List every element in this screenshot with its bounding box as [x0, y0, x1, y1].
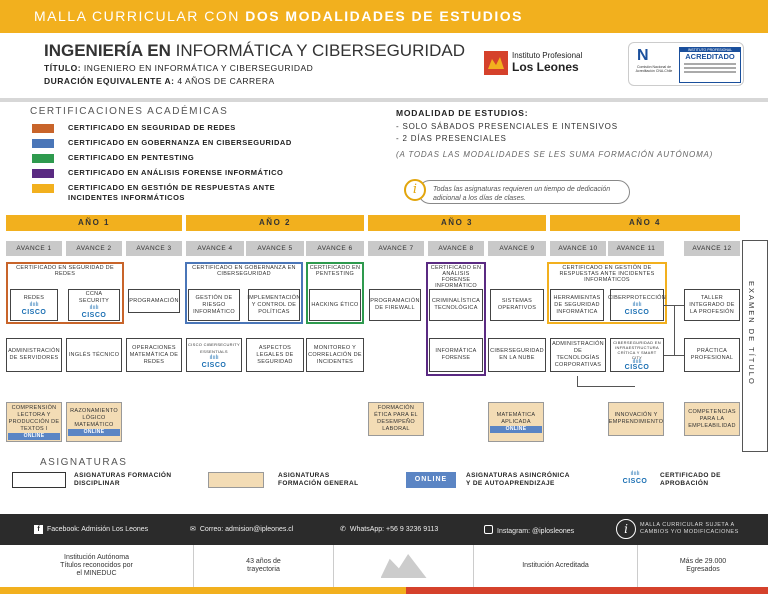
subject-label: PRÁCTICA PROFESIONAL: [690, 348, 734, 361]
cna-logo-icon: N: [637, 47, 649, 64]
subject-label: HERRAMIENTAS DE SEGURIDAD INFORMÁTICA: [553, 294, 601, 315]
bottom-autonoma: [0, 545, 194, 587]
year-4: AÑO 4: [550, 215, 740, 231]
cert-gobernanza: [32, 138, 292, 150]
subject-label: INFORMÁTICA FORENSE: [435, 348, 477, 361]
avance-4: AVANCE 4: [186, 241, 244, 256]
subject-monitoreo: [306, 338, 364, 372]
cisco-bars-icon: ılıılı: [632, 359, 642, 365]
career-title: [44, 41, 465, 61]
avance-12: AVANCE 12: [684, 241, 740, 256]
avance-3: AVANCE 3: [126, 241, 182, 256]
titulo-label: TÍTULO:: [44, 63, 82, 73]
bottom-logo: [334, 545, 474, 587]
bottom-c4: Institución Acreditada: [522, 562, 589, 569]
legend-gen-swatch: [208, 472, 264, 488]
subject-label: INNOVACIÓN Y EMPRENDIMIENTO: [608, 412, 664, 425]
modalidad-line3: (A TODAS LAS MODALIDADES SE LES SUMA FORMACIÓN AUTÓNOMA): [396, 150, 714, 159]
subject-herramientas: [550, 289, 604, 321]
legend-heading: ASIGNATURAS: [40, 457, 128, 468]
cert-label: CERTIFICADO EN PENTESTING: [68, 153, 195, 162]
los-leones-logo: [484, 51, 609, 75]
lion-shield-icon: [484, 51, 508, 75]
avance-5: AVANCE 5: [246, 241, 304, 256]
subject-label: HACKING ÉTICO: [311, 301, 359, 308]
cisco-logo: CISCO: [624, 308, 650, 316]
facebook-label: Facebook: Admisión Los Leones: [47, 526, 149, 533]
subject-opmat: [126, 338, 182, 372]
acred-small: Comisión Nacional de Acreditación CNA-Chile: [635, 65, 673, 73]
cisco-logo: CISCO: [622, 478, 648, 485]
lion-logo-icon: [381, 554, 427, 578]
footer-notice: MALLA CURRICULAR SUJETA A CAMBIOS Y/O MODIFICACIONES: [640, 522, 739, 535]
subject-hacking: [309, 289, 361, 321]
avance-9: AVANCE 9: [488, 241, 546, 256]
modalidad-line1: - SOLO SÁBADOS PRESENCIALES E INTENSIVOS: [396, 122, 618, 131]
cert-label: CERTIFICADO EN SEGURIDAD DE REDES: [68, 123, 236, 132]
legend-disc-label: ASIGNATURAS FORMACIÓN DISCIPLINAR: [74, 472, 172, 487]
acreditacion-badge: [628, 42, 744, 86]
cisco-logo: CISCO: [201, 362, 227, 369]
connector: [577, 386, 635, 387]
subject-programacion: [128, 289, 180, 313]
group-label: CERTIFICADO EN GOBERNANZA EN CIBERSEGURIDAD: [192, 265, 296, 277]
avance-8: AVANCE 8: [428, 241, 484, 256]
cisco-logo: CISCO: [21, 308, 47, 316]
swatch: [32, 139, 54, 148]
subject-etica: [368, 402, 424, 436]
legend-gen-label: ASIGNATURAS FORMACIÓN GENERAL: [278, 472, 359, 487]
subject-firewall: [369, 289, 421, 321]
instagram-link[interactable]: [484, 525, 574, 535]
subject-label: COMPRENSIÓN LECTORA Y PRODUCCIÓN DE TEXTOS I: [8, 404, 60, 432]
cisco-bars-icon: ılıılı: [29, 301, 39, 308]
avance-1: AVANCE 1: [6, 241, 62, 256]
whatsapp-label: WhatsApp: +56 9 3236 9113: [349, 526, 439, 533]
legend-async-label: ASIGNATURAS ASINCRÓNICA Y DE AUTOAPRENDIZAJE: [466, 472, 570, 487]
whatsapp-link[interactable]: [340, 525, 438, 533]
subject-label: CRIMINALÍSTICA TECNOLÓGICA: [431, 298, 481, 311]
email-label: Correo: admision@ipleones.cl: [199, 526, 294, 533]
instagram-icon: [484, 525, 493, 534]
connector: [577, 376, 578, 386]
swatch: [32, 169, 54, 178]
examen-titulo: [742, 240, 768, 452]
subject-label: FORMACIÓN ÉTICA PARA EL DESEMPEÑO LABORAL: [374, 405, 418, 432]
connector: [674, 305, 675, 355]
titulo-line: [44, 63, 313, 73]
subject-label: SISTEMAS OPERATIVOS: [497, 298, 537, 311]
subject-ingles: [66, 338, 122, 372]
subject-label: CIBERPROTECCIÓN: [608, 294, 666, 301]
year-3: AÑO 3: [368, 215, 546, 231]
subject-label: IMPLEMENTACIÓN Y CONTROL DE POLÍTICAS: [247, 294, 301, 315]
modalidad-heading: MODALIDAD DE ESTUDIOS:: [396, 108, 529, 118]
subject-innovacion: [608, 402, 664, 436]
title-rest: INFORMÁTICA Y CIBERSEGURIDAD: [170, 41, 465, 60]
cisco-bars-icon: ılıılı: [209, 355, 219, 361]
subject-label: ADMINISTRACIÓN DE SERVIDORES: [8, 348, 60, 361]
avance-6: AVANCE 6: [306, 241, 364, 256]
subject-label: PROGRAMACIÓN: [129, 297, 179, 304]
group-label: CERTIFICADO EN SEGURIDAD DE REDES: [16, 265, 114, 277]
facebook-icon: f: [34, 525, 43, 534]
cert-redes: [32, 123, 236, 135]
cisco-logo: CISCO: [624, 364, 650, 371]
subject-label: COMPETENCIAS PARA LA EMPLEABILIDAD: [688, 408, 736, 429]
swatch: [32, 184, 54, 193]
group-label: CERTIFICADO EN PENTESTING: [309, 265, 361, 277]
avance-2: AVANCE 2: [66, 241, 122, 256]
cisco-bars-icon: ılıılı: [632, 301, 642, 308]
subject-label: OPERACIONES MATEMÁTICA DE REDES: [129, 344, 179, 365]
subject-label: INGLÉS TÉCNICO: [68, 351, 120, 358]
group-label: CERTIFICADO EN ANÁLISIS FORENSE INFORMÁTICO: [430, 265, 482, 289]
whatsapp-icon: ✆: [340, 526, 346, 533]
top-banner: [0, 0, 768, 33]
cert-forense: [32, 168, 283, 180]
bottom-trayectoria: [194, 545, 334, 587]
avance-10: AVANCE 10: [550, 241, 606, 256]
subject-label: GESTIÓN DE RIESGO INFORMÁTICO: [193, 294, 235, 315]
modalidad-line2: - 2 DÍAS PRESENCIALES: [396, 134, 507, 143]
banner-bold: DOS MODALIDADES DE ESTUDIOS: [245, 8, 523, 24]
cert-label: CERTIFICADO EN GOBERNANZA EN CIBERSEGURIDAD: [68, 138, 292, 147]
legend-cert-label: CERTIFICADO DE APROBACIÓN: [660, 472, 721, 487]
legend-cisco: [620, 470, 650, 486]
subject-label: PROGRAMACIÓN DE FIREWALL: [370, 298, 420, 311]
duracion-value: 4 AÑOS DE CARRERA: [174, 76, 275, 86]
subject-sistemas: [490, 289, 544, 321]
subject-implementacion: [248, 289, 300, 321]
swatch: [32, 154, 54, 163]
acred-top: INSTITUTO PROFESIONAL: [680, 48, 740, 52]
subject-matematica-aplicada: [488, 402, 544, 442]
subject-label: TALLER INTEGRADO DE LA PROFESIÓN: [689, 294, 735, 315]
subject-redes: [10, 289, 58, 321]
duracion-line: [44, 76, 275, 86]
cert-label: CERTIFICADO EN ANÁLISIS FORENSE INFORMÁTICO: [68, 168, 284, 177]
subject-forense: [429, 338, 483, 372]
cert-label-2: INCIDENTES INFORMÁTICOS: [68, 193, 185, 202]
bottom-c5: Más de 29.000 Egresados: [679, 558, 727, 573]
subject-cisco-essentials: [186, 338, 242, 372]
cert-pentesting: [32, 153, 194, 165]
logo-line2: Los Leones: [512, 60, 579, 74]
subject-ciberproteccion: [610, 289, 664, 321]
subject-label: CCNA SECURITY: [78, 291, 110, 304]
certs-heading: CERTIFICACIONES ACADÉMICAS: [30, 106, 229, 117]
footer: [0, 514, 768, 545]
divider: [0, 98, 768, 102]
subject-comprension: [6, 402, 62, 442]
online-tag: ONLINE: [490, 426, 542, 433]
acred-label: ACREDITADO: [685, 52, 735, 61]
subject-razonamiento: [66, 402, 122, 442]
avance-7: AVANCE 7: [368, 241, 424, 256]
subject-label: ADMINISTRACIÓN DE TECNOLOGÍAS CORPORATIVAS: [552, 341, 604, 368]
email-link[interactable]: [190, 525, 293, 533]
cisco-bars-icon: ılıılı: [89, 305, 99, 311]
subject-infraestructura: [610, 338, 664, 372]
subject-ccna: [68, 289, 120, 321]
online-tag: ONLINE: [8, 433, 60, 440]
logo-line1: Instituto Profesional: [512, 51, 583, 60]
subject-competencias: [684, 402, 740, 436]
subject-admtec: [550, 338, 606, 372]
group-label: CERTIFICADO EN GESTIÓN DE RESPUESTAS ANTE INCIDENTES INFORMÁTICOS: [559, 265, 655, 283]
duracion-label: DURACIÓN EQUIVALENTE A:: [44, 76, 175, 86]
cisco-bars-icon: ılıılı: [630, 471, 640, 477]
instagram-label: Instagram: @iplosleones: [497, 528, 575, 535]
bottom-acreditada: [474, 545, 638, 587]
title-bold: INGENIERÍA EN: [44, 41, 171, 60]
legend-disc-swatch: [12, 472, 66, 488]
subject-criminalistica: [429, 289, 483, 321]
legend-online-swatch: ONLINE: [406, 472, 456, 488]
subject-riesgo: [188, 289, 240, 321]
examen-label: EXAMEN DE TÍTULO: [747, 281, 756, 386]
subject-label: MATEMÁTICA APLICADA: [496, 411, 536, 425]
info-icon: i: [616, 519, 636, 539]
cisco-logo: CISCO: [81, 312, 107, 319]
facebook-link[interactable]: [34, 525, 148, 534]
mail-icon: ✉: [190, 526, 196, 533]
subject-label: CIBERSEGURIDAD EN LA NUBE: [490, 348, 544, 361]
subject-aspectos: [246, 338, 304, 372]
swatch: [32, 124, 54, 133]
bottom-stripe-red: [406, 587, 768, 594]
year-2: AÑO 2: [186, 215, 364, 231]
bottom-stripe-yellow: [0, 587, 406, 594]
titulo-value: INGENIERO EN INFORMÁTICA Y CIBERSEGURIDAD: [81, 63, 314, 73]
subject-taller: [684, 289, 740, 321]
subject-practica: [684, 338, 740, 372]
subject-label: CISCO CIBERSECURITY ESSENTIALS: [188, 342, 240, 354]
year-1: AÑO 1: [6, 215, 182, 231]
avance-11: AVANCE 11: [608, 241, 664, 256]
subject-label: REDES: [23, 294, 45, 301]
cert-label: CERTIFICADO EN GESTIÓN DE RESPUESTAS ANTE: [68, 183, 276, 192]
online-tag: ONLINE: [68, 429, 120, 436]
dedication-note: Todas las asignaturas requieren un tiempo de dedicación adicional a los días de clases.: [418, 180, 630, 204]
bottom-c1: Institución Autónoma Títulos reconocidos por el MINEDUC: [60, 554, 133, 577]
subject-admserv: [6, 338, 62, 372]
subject-ciber-nube: [488, 338, 546, 372]
bottom-c2: 43 años de trayectoria: [246, 558, 281, 573]
connector: [664, 355, 684, 356]
bottom-egresados: [638, 545, 768, 587]
subject-label: ASPECTOS LEGALES DE SEGURIDAD: [256, 344, 294, 365]
info-icon: i: [404, 179, 426, 201]
banner-prefix: MALLA CURRICULAR CON: [34, 8, 246, 24]
subject-label: CIBERSEGURIDAD EN INFRAESTRUCTURA CRÍTICA Y SMART CITY: [613, 340, 661, 360]
subject-label: RAZONAMIENTO LÓGICO MATEMÁTICO: [70, 408, 118, 428]
subject-label: MONITOREO Y CORRELACIÓN DE INCIDENTES: [308, 344, 362, 365]
